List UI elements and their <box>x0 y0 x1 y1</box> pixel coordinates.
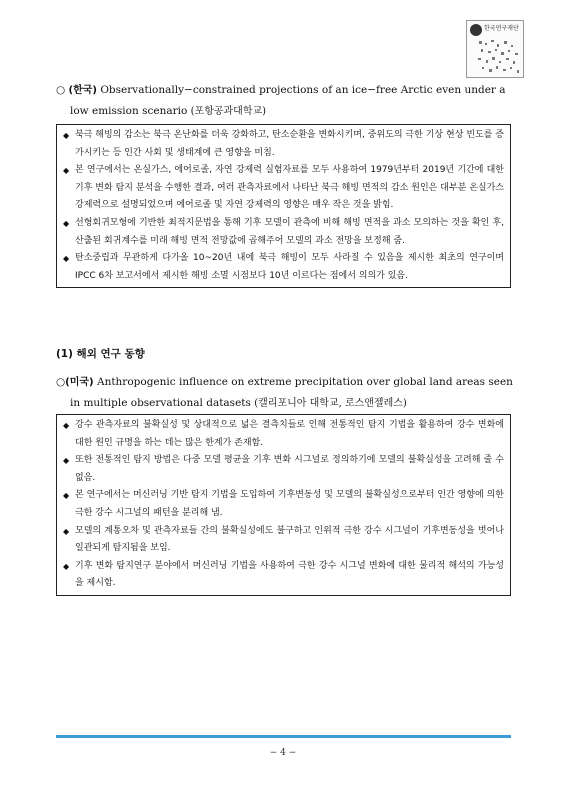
bullet-text: 기후 변화 탐지연구 분야에서 머신러닝 기법을 사용하여 극한 강수 시그널 변화에 대한 물리적 해석의 가능성을 제시함. <box>75 560 504 589</box>
list-item <box>63 417 504 452</box>
article1-marker: ○ <box>56 84 66 96</box>
page-number: − 4 − <box>269 748 297 758</box>
footer-divider <box>56 735 511 738</box>
list-item <box>63 452 504 487</box>
diamond-bullet-icon: ◆ <box>63 561 70 571</box>
institution-stamp <box>466 20 524 78</box>
list-item <box>63 523 504 558</box>
article1-affiliation: (포항공과대학교) <box>190 106 267 117</box>
article2-title-line1: Anthropogenic influence on extreme precipitation over global land areas seen <box>96 376 513 388</box>
bullet-text: 또한 전통적인 탐지 방법은 다중 모델 평균을 기후 변화 시그널로 정의하기에 모델의 불확실성을 고려해 줄 수 없음. <box>75 455 504 483</box>
article2-summary-box <box>56 414 511 596</box>
diamond-bullet-icon: ◆ <box>63 254 70 264</box>
stamp-pattern-icon <box>477 39 521 75</box>
list-item <box>63 250 504 285</box>
institution-logo-icon <box>470 24 482 36</box>
article1-title-line2: low emission scenario <box>70 105 188 117</box>
diamond-bullet-icon: ◆ <box>63 131 70 140</box>
article1-title-line2-wrap <box>56 101 516 122</box>
list-item <box>63 487 504 522</box>
diamond-bullet-icon: ◆ <box>63 456 70 466</box>
list-item <box>63 558 504 593</box>
article1-bullet-list <box>63 127 504 285</box>
bullet-text: 강수 관측자료의 불확실성 및 상대적으로 넓은 결측치들로 인해 전통적인 탐지 기법을 활용하여 강수 변화에 대한 원인 규명을 하는 데는 많은 한계가 존재함. <box>75 420 504 448</box>
stamp-org-name: 한국연구재단 <box>484 25 519 32</box>
list-item <box>63 215 504 250</box>
list-item <box>63 127 504 162</box>
article2-title-line2: in multiple observational datasets <box>70 397 251 409</box>
bullet-text: 선형회귀모형에 기반한 최적지문법을 통해 기후 모델이 관측에 비해 해빙 면적을 과소 모의하는 것을 확인 후, 산출된 회귀계수를 미래 해빙 면적 전망값에 곱해주어 모델의 과소 전망을 보정해 줌. <box>75 217 504 246</box>
diamond-bullet-icon: ◆ <box>63 218 70 228</box>
section-title: (1) 해외 연구 동향 <box>56 348 145 360</box>
article2-marker: ○ <box>56 376 66 388</box>
bullet-text: 탄소중립과 무관하게 다가올 10~20년 내에 북극 해빙이 모두 사라질 수 있음을 제시한 최초의 연구이며 IPCC 6차 보고서에서 제시한 해빙 소멸 시점보다 10년 이르다는 점에서 의의가 있음. <box>75 253 504 281</box>
article2-country: (미국) <box>65 377 94 388</box>
diamond-bullet-icon: ◆ <box>63 421 70 430</box>
article1-summary-box <box>56 124 511 288</box>
article1-country: (한국) <box>68 85 97 96</box>
bullet-text: 본 연구에서는 온실가스, 에어로졸, 자연 강제력 실험자료를 모두 사용하여 1979년부터 2019년 기간에 대한 기후 변화 탐지 분석을 수행한 결과, 여러 관측자료에서 나타난 북극 해빙 면적의 감소 원인은 대부분 온실가스 강제력으로 설명되었으며 에어로졸 및 자연 강제력의 영향은 매우 작은 것을 밝힘. <box>75 165 504 211</box>
diamond-bullet-icon: ◆ <box>63 491 70 501</box>
diamond-bullet-icon: ◆ <box>63 526 70 536</box>
article1-heading <box>56 80 516 122</box>
bullet-text: 모델의 계통오차 및 관측자료들 간의 불확실성에도 불구하고 인위적 극한 강수 시그널이 기후변동성을 벗어나 일관되게 탐지됨을 보임. <box>75 525 504 554</box>
bullet-text: 본 연구에서는 머신러닝 기반 탐지 기법을 도입하여 기후변동성 및 모델의 불확실성으로부터 인간 영향에 의한 극한 강수 시그널의 패턴을 분리해 냄. <box>75 490 504 518</box>
article2-heading <box>56 372 516 414</box>
article1-title-line1: Observationally−constrained projections of an ice−free Arctic even under a <box>100 84 506 96</box>
article2-affiliation: (캘리포니아 대학교, 로스앤젤레스) <box>254 398 407 409</box>
article2-bullet-list <box>63 417 504 593</box>
list-item <box>63 162 504 215</box>
bullet-text: 북극 해빙의 감소는 북극 온난화를 더욱 강화하고, 탄소순환을 변화시키며, 중위도의 극한 기상 현상 빈도를 증가시키는 등 인간 사회 및 생태계에 큰 영향을 미침. <box>75 130 504 158</box>
diamond-bullet-icon: ◆ <box>63 166 70 176</box>
article2-title-line2-wrap <box>56 393 516 414</box>
